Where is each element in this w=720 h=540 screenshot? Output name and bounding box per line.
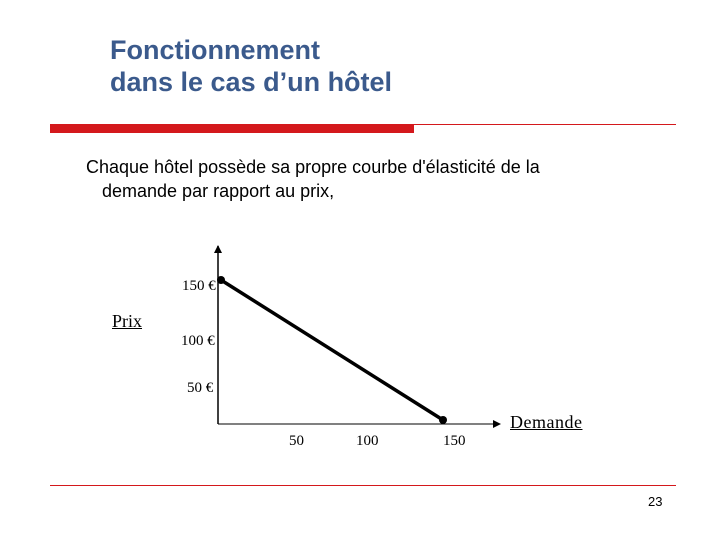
x-tick-label: 150 [443,433,466,449]
page-number: 23 [648,494,663,509]
demand-point-end [439,416,447,424]
demand-curve [221,280,443,420]
y-axis-label: Prix [112,311,143,331]
demand-point-start [217,276,225,284]
y-tick-label: 100 € [181,333,215,349]
slide-title-line1: Fonctionnement [110,35,320,65]
x-tick-label: 50 [289,433,304,449]
y-tick-label: 50 € [187,380,214,396]
slide-title-line2: dans le cas d’un hôtel [110,67,393,97]
body-line-2: demande par rapport au prix, [102,181,335,201]
y-tick-label: 150 € [182,278,216,294]
x-axis-label: Demande [510,412,583,432]
x-tick-label: 100 [356,433,379,449]
footer-rule [50,485,676,486]
body-line-1: Chaque hôtel possède sa propre courbe d'élasticité de la [86,157,540,177]
